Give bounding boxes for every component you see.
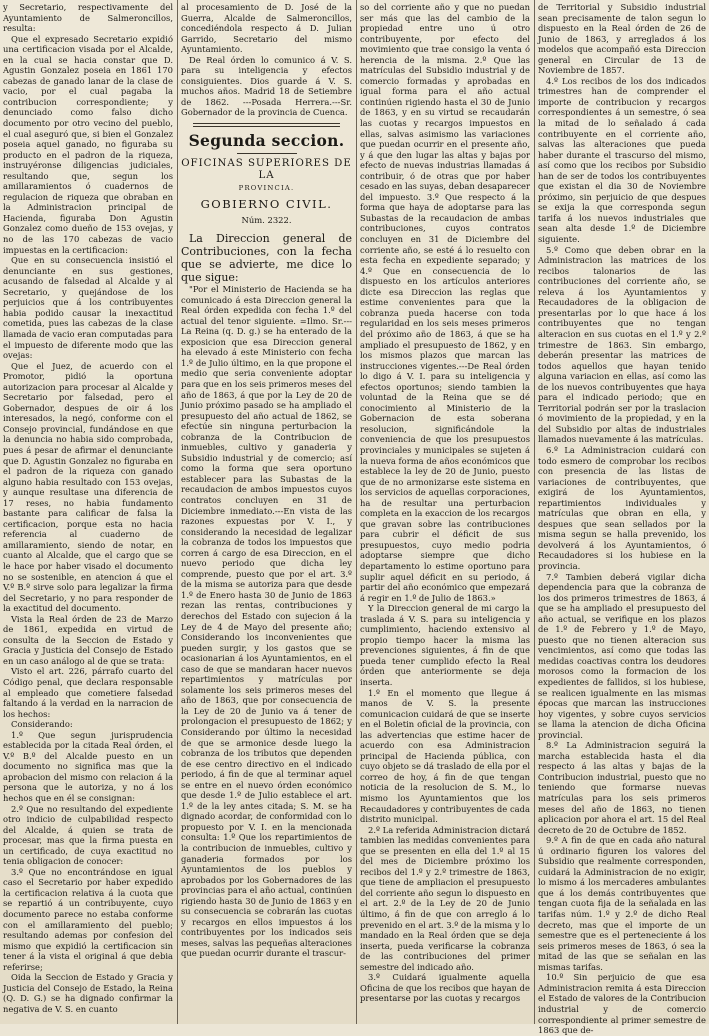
paragraph: 10.º Sin perjuicio de que esa Administracion remita á esta Direccion el Estado de valores de la Contribucion industrial y de comercio correspondiente al primer semestre de 1863 que de- [538,972,706,1036]
paragraph: Vista la Real órden de 23 de Marzo de 1861, expedida en virtud de consulta de la Seccion de Estado y Gracia y Justicia del Consejo de Estado en un caso análogo al de que se trata: [3,613,173,666]
paragraph: 7.º Tambien deberá vigilar dicha dependencia para que la cobranza de los dos primeros trimestres de 1863, á que se ha ampliado el presupuesto del año actual, se verifique en los plazos de 1.º de Febrero y 1.º de Mayo, puesto que no tienen alteracion sus vencimientos, así como que todas las medidas coactivas contra los deudores morosos como la formacion de los expedientes de fallidos, si los hubiese, se realicen igualmente en las mismas épocas que marcan las instrucciones hoy vigentes, y sobre cuyos servicios se llama la atencion de dicha Oficina provincial. [538,571,706,740]
divider [237,153,297,154]
paragraph: 1.º En el momento que llegue á manos de V. S. la presente comunicacion cuidará de que se inserte en el Boletin oficial de la provincia, con las advertencias que estime hacer de acuerdo con esa Administracion principal de Hacienda pública, con cuyo objeto se dá traslado de ella por el correo de hoy, á fin de que tengan noticia de la resolucion de S. M., lo mismo los Ayuntamientos que los Recaudadores y contribuyentes de cada distrito municipal. [360,687,530,825]
paragraph: y Secretario, respectivamente del Ayuntamiento de Salmeroncillos, resulta: [3,2,173,34]
lead-paragraph: La Direccion general de Contribuciones, con la fecha que se advierte, me dice lo que sigue: [181,231,352,284]
paragraph: 2.º Que no resultando del expediente otro indicio de culpabilidad respecto del Alcalde, á quien se trata de procesar, mas que la firma puesta en un certificado, de cuya exactitud no tenia obligacion de conocer: [3,803,173,867]
paragraph: 8.º La Administracion seguirá la marcha establecida hasta el dia respecto á las altas y bajas de la Contribucion industrial, puesto que no teniendo que formarse nuevas matrículas para los seis primeros meses del año de 1863, no tienen aplicacion por ahora el art. 15 del Real decreto de 20 de Octubre de 1852. [538,740,706,835]
paragraph: Oida la Seccion de Estado y Gracia y Justicia del Consejo de Estado, la Reina (Q. D. G.) se ha dignado confirmar la negativa de V. S. en cuanto [3,972,173,1014]
paragraph: 5.º Como que deben obrar en la Administracion las matrices de los recibos talonarios de las contribuciones del corriente año, se releva á los Ayuntamientos y Recaudadores de la obligacion de presentarlas por lo que hace á los contribuyentes que no tengan alteracion en sus cuotas en el 1.º y 2.º trimestre de 1863. Sin embargo, deberán presentar las matrices de todos aquellos que hayan tenido alguna variacion en ellas, así como las de los nuevos contribuyentes que haya para el indicado periodo; que en Territorial podrán ser por la traslacion ó movimiento de la propiedad, y en la del Subsidio por altas de industriales llamados nuevamente á las matrículas. [538,244,706,445]
paragraph: "Por el Ministerio de Hacienda se ha comunicado á esta Direccion general la Real órden expedida con fecha 1.º del actual del tenor siguiente. =Ilmo. Sr.---La Reina (q. D. g.) se ha enterado de la exposicion que esa Direccion general ha elevado á este Ministerio con fecha 1.º de Julio último, en la que propone el medio que seria conveniente adoptar para que en los seis primeros meses del año de 1863, á que por la Ley de 20 de Junio próximo pasado se ha ampliado el presupuesto del año actual de 1862, se efectúe sin ninguna perturbacion la cobranza de la Contribucion de inmuebles, cultivo y ganaderia y Subsidio industrial y de comercio; así como la forma que sera oportuno establecer para las Subastas de la recaudacion de ambos impuestos cuyos contratos concluyen en 31 de Diciembre inmediato.---En vista de las razones expuestas por V. I., y considerando la necesidad de legalizar la cobranza de todos los impuestos que corren á cargo de esa Direccion, en el nuevo periodo que dicha ley comprende, puesto que por el art. 3.º de la misma se autoriza para que desde 1.º de Enero hasta 30 de Junio de 1863 rezan las rentas, contribuciones y derechos del Estado con sujecion á la Ley de 4 de Mayo del presente año; Considerando los inconvenientes que pueden surgir, y los gastos que se ocasionarian á los Ayuntamientos, en el caso de que se mandaran hacer nuevos repartimientos y matrículas por solamente los seis primeros meses del año de 1863, que por consecuencia de la Ley de 20 de Junio va á tener de prolongacion el presupuesto de 1862; y Considerando por último la necesidad de que se armonice desde luego la cobranza de los tributos que dependen de ese centro directivo en el indicado periodo, á fin de que al terminar aquel se entre en el nuevo órden económico que desde 1.º de Julio establece el art. 1.º de la ley antes citada; S. M. se ha dignado acordar, de conformidad con lo propuesto por V. I. en la mencionada consulta: 1.º Que los repartimientos de la contribucion de inmuebles, cultivo y ganaderia formados por los Ayuntamientos de los pueblos y aprobados por los Gobernadores de las provincias para el año actual, continúen rigiendo hasta 30 de Junio de 1863 y en su consecuencia se cobrarán las cuotas y recargos en ellos impuestos á los contribuyentes por los indicados seis meses, salvas las pequeñas alteraciones que puedan ocurrir durante el trascur- [181,284,352,959]
paragraph: 6.º La Administracion cuidará con todo esmero de comprobar los recibos con presencia de las listas de variaciones de contribuyentes, que exigirá de los Ayuntamientos, repartimientos individuales y matrículas que obran en ella, y despues que sean sellados por la misma segun se halla prevenido, los devolverá á los Ayuntamientos, ó Recaudadores si los hubiese en la provincia. [538,444,706,571]
section-title: Segunda seccion. [188,131,345,151]
column-2 [178,0,355,1024]
paragraph: 2.º La referida Administracion dictará tambien las medidas convenientes para que se presenten en ella del 1.º al 15 del mes de Diciembre próximo los recibos del 1.º y 2.º trimestre de 1863, que tiene de ampliacion el presupuesto del corriente año segun lo dispuesto en el art. 2.º de la Ley de 20 de Junio último, á fin de que con arreglo á lo prevenido en el art. 3.º de la misma y lo mandado en la Real órden que se deja inserta, pueda verificarse la cobranza de las contribuciones del primer semestre del indicado año. [360,824,530,972]
column-1 [0,0,176,1024]
paragraph: so del corriente año y que no puedan ser más que las del cambio de la propiedad entre uno ú otro contribuyente, por efecto del movimiento que trae consigo la venta ó herencia de la misma. 2.º Que las matrículas del Subsidio industrial y de comercio formadas y aprobadas en igual forma para el año actual continúen rigiendo hasta el 30 de Junio de 1863, y en su virtud se recaudarán las cuotas y recargos impuestos en ellas, salvas asimismo las variaciones que puedan ocurrir en el presente año, y á que den lugar las altas y bajas por efecto de nuevas industrias llamadas á contribuir, ó de otras que por haber cesado en las suyas, deban desaparecer del impuesto. 3.º Que respecto á la forma que haya de adoptarse para las Subastas de la recaudacion de ambas contribuciones, cuyos contratos concluyen en 31 de Diciembre del corriente año, se esté á lo resuelto con esta fecha en expediente separado; y 4.º Que en consecuencia de lo dispuesto en los artículos anteriores dicte esa Direccion las reglas que estime convenientes para que la cobranza pueda hacerse con toda regularidad en los seis meses primeros del próximo año de 1863, á que se ha ampliado el presupuesto de 1862, y en los mismos plazos que marcan las instrucciones vigentes.---De Real órden lo digo á V. I. para su inteligencia y efectos oportunos; siendo tambien la voluntad de la Reina que se dé conocimiento al Ministerio de la Gobernacion de esta soberana resolucion, significándole la conveniencia de que los presupuestos provinciales y municipales se sujeten á la nueva forma de años económicos que establece la ley de 20 de Junio, puesto que de no armonizarse este sistema en los servicios de aquellas corporaciones, ha de resultar una perturbacion completa en la exaccion de los recargos que gravan sobre las contribuciones para cubrir el déficit de sus presupuestos, cuyo medio podria adoptarse siempre que dicho departamento lo estime oportuno para suplir aquel déficit en su periodo, á partir del año económico que empezará á regir en 1.º de Julio de 1863.» [360,2,530,603]
paragraph: de Territorial y Subsidio industrial sean precisamente de talon segun lo dispuesto en la Real órden de 26 de Junio de 1863, y arreglados á los modelos que acompañó esta Direccion general en Circular de 13 de Noviembre de 1857. [538,2,706,76]
column-3 [357,0,533,1024]
paragraph: 9.º A fin de que en cada año natural ú ordinario figuren los valores del Subsidio que realmente corresponden, cuidará la Administracion de no exigir, lo mismo á los mercaderes ambulantes que á los demás contribuyentes que tengan cuota fija de la señalada en las tarifas núm. 1.º y 2.º de dicho Real decreto, mas que el importe de un semestre que es el perteneciente á los seis primeros meses de 1863, ó sea la mitad de las que se señalan en las mismas tarifas. [538,835,706,972]
paragraph: 1.º Que segun jurisprudencia establecida por la citada Real órden, el V.º B.º del Alcalde puesto en un documento no significa mas que la aprobacion del mismo con relacion á la persona que le autoriza, y no á los hechos que en él se consignan: [3,729,173,804]
notice-number: Núm. 2322. [241,215,292,226]
paragraph: 3.º Que no encontrándose en igual caso el Secretario por haber expedido la certificacion relativa á la cuota que se repartió á un contribuyente, cuyo documento parece no estaba conforme con el amillaramiento del pueblo; resultando ademas por confesion del mismo que expidió la certificacion sin tener á la vista el original á que debia referirse; [3,866,173,972]
paragraph: 4.º Los recibos de los dos indicados trimestres han de comprender el importe de contribucion y recargos correspondientes á un semestre, ó sea la mitad de lo señalado á cada contribuyente en el corriente año, salvas las alteraciones que pueda haber durante el trascurso del mismo, así como que los recibos por Subsidio han de ser de todos los contribuyentes que existan el dia 30 de Noviembre próximo, sin perjuicio de que despues se exija la que corresponda segun tarifa á los nuevos industriales que sean alta desde 1.º de Diciembre siguiente. [538,75,706,245]
province-label: PROVINCIA. [238,184,295,193]
paragraph: al procesamiento de D. José de la Guerra, Alcalde de Salmeroncillos, concediéndola respecto á D. Julian Garrido, Secretario del mismo Ayuntamiento. [181,2,352,55]
offices-heading: OFICINAS SUPERIORES DE LA [181,158,352,182]
paragraph: 3.º Cuidará igualmente aquella Oficina de que los recibos que hayan de presentarse por las cuotas y recargos [360,972,530,1004]
paragraph: Visto el art. 226, párrafo cuarto del Código penal, que declara responsable al empleado que cometiere falsedad faltando á la verdad en la narracion de los hechos: [3,666,173,719]
paragraph: Que el Juez, de acuerdo con el Promotor, pidió la oportuna autorizacion para procesar al Alcalde y Secretario por falsedad, pero el Gobernador, despues de oir á los interesados, la negó, conforme con el Consejo provincial, fundándose en que la denuncia no habia sido comprobada, pues á pesar de afirmar el denunciante que D. Agustin Gonzalez no figuraba en el padron de la riqueza con ganado alguno habia resultado con 153 ovejas, y aunque resultase una diferencia de 17 reses, no habia fundamento bastante para calificar de falsa la certificacion, porque esta no hacia referencia al cuaderno de amillaramiento, siendo de notar, en cuanto al Alcalde, que el cargo que se le hace por haber visado el documento no se sostenible, en atencion á que el V.º B.º sirve solo para legalizar la firma del Secretario, y no para responder de la exactitud del documento. [3,360,173,614]
gov-heading: GOBIERNO CIVIL. [200,196,333,211]
paragraph: Que el expresado Secretario expidió una certificacion visada por el Alcalde, en la cual se hacia constar que D. Agustin Gonzalez poseia en 1861 170 cabezas de ganado lanar de la clase de vacio, por el cual pagaba la contribucion correspondiente; y denunciado como falso dicho documento por otro vecino del pueblo, el cual aseguró que, si bien el Gonzalez poseia aquel ganado, no figuraba su producto en el padron de la riqueza, instruyéronse diligencias judiciales, resultando que, segun los amillaramientos ó cuadernos de regulacion de riqueza que obraban en la Administracion principal de Hacienda, figuraba Don Agustin Gonzalez como dueño de 153 ovejas, y no de las 170 cabezas de vacio impuestas en la certificacion: [3,33,173,255]
section-divider [193,123,340,127]
paragraph: De Real órden lo comunico á V. S. para su inteligencia y efectos consiguientes. Dios guarde á V. S. muchos años. Madrid 18 de Setiembre de 1862. ---Posada Herrera.---Sr. Gobernador de la provincia de Cuenca. [181,54,352,118]
paragraph: Que en su consecuencia insistió el denunciante en sus gestiones, acusando de falsedad al Alcalde y al Secretario, y quejándose de los perjuicios que á los contribuyentes habia podido causar la inexactitud cometida, pues las cabezas de la clase llamada de vacio eran computadas para el impuesto de diferente modo que las ovejas: [3,255,173,361]
paragraph: Considerando: [11,719,73,730]
column-4 [535,0,709,1036]
paragraph: Y la Direccion general de mi cargo la traslada á V. S. para su inteligencia y cumplimiento, haciendo extensivo al propio tiempo hacer la misma las prevenciones siguientes, á fin de que pueda tener cumplido efecto la Real órden que anteriormente se deja inserta. [360,603,530,687]
